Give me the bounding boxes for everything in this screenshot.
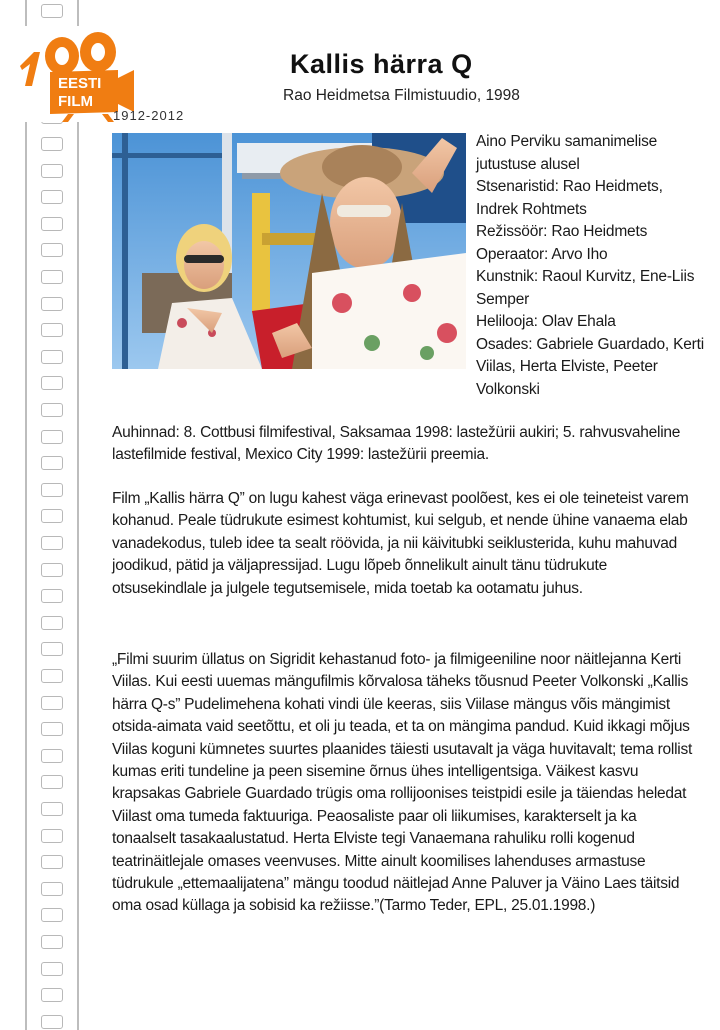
synopsis-paragraph: Film „Kallis härra Q” on lugu kahest väga erinevast poolõest, kes ei ole teineteist varem kohanud. Peale tüdrukute esimest kohtumist, kui selgub, et nende ühine vanaema elab vanadekodus, tuleb idee ta sealt röövida, ja nii käivitubki seiklusterida, kuhu mahuvad joodikud, pätid ja väljapressijad. Lugu lõpeb õnnelikult ainult tänu tüdrukute otsusekindlale ja julgele tegutsemisele, mida toetab ka ootamatu juhus. (112, 490, 689, 597)
film-perforation (41, 270, 63, 284)
film-perforation (41, 775, 63, 789)
film-perforation (41, 137, 63, 151)
film-perforation (41, 297, 63, 311)
film-perforation (41, 403, 63, 417)
film-perforation (41, 1015, 63, 1029)
page-title: Kallis härra Q (290, 49, 473, 79)
credit-art-director: Kunstnik: Raoul Kurvitz, Ene-Liis Semper (476, 268, 695, 308)
film-still-photo (112, 133, 466, 369)
credit-screenwriters: Stsenaristid: Rao Heidmets, Indrek Rohtmets (476, 178, 663, 218)
film-perforation (41, 323, 63, 337)
film-credits (476, 131, 706, 401)
film-perforation (41, 669, 63, 683)
film-perforation (41, 882, 63, 896)
film-perforation (41, 642, 63, 656)
film-perforation (41, 483, 63, 497)
film-perforation (41, 4, 63, 18)
review-quote-paragraph: „Filmi suurim üllatus on Sigridit kehastanud foto- ja filmigeeniline noor näitlejanna Kerti Viilas. Kui eesti uuemas mängufilmis kõrvalosa täheks tõusnud Peeter Volkonski „Kallis härra Q-s” Pudelimehena kohati vindi üle keeras, siis Viilase mängus võis mängimist otsida-aimata vaid seetõttu, et oli ju teada, et ta on mängima pandud. Kuid ikkagi mõjus Viilas koguni kümnetes suurtes plaanides täiesti usutavalt ja väga huvitavalt; tema rollist kumas eriti tundeline ja peen sisemine õrnus ühes intelligentsiga. Väikest kasvu krapsakas Gabriele Guardado trügis oma rollijoonises teistpidi esile ja täiendas heledat Viilast oma tumeda faktuuriga. Peaosaliste paar oli liikumises, karakterselt ja ka tonaalselt tasakaalustatud. Herta Elviste tegi Vanaemana rahuliku rolli kogenud teatrinäitlejale omases veenvuses. Mitte ainult koomilises lahenduses armastuse tüdrukule „ettemaalijatena” mängu toodud näitlejad Anne Paluver ja Väino Laes täitsid oma osad küllaga ja sobisid ka režiisse.”(Tarmo Teder, EPL, 25.01.1998.) (112, 651, 693, 915)
film-perforation (41, 962, 63, 976)
film-perforation (41, 456, 63, 470)
film-perforation (41, 988, 63, 1002)
filmstrip-border (25, 0, 79, 1030)
svg-text:FILM: FILM (58, 93, 93, 110)
credit-cinematographer: Operaator: Arvo Iho (476, 245, 608, 263)
film-perforation (41, 243, 63, 257)
film-perforation (41, 722, 63, 736)
film-perforation (41, 589, 63, 603)
film-perforation (41, 935, 63, 949)
film-perforation (41, 829, 63, 843)
film-perforation (41, 749, 63, 763)
film-perforation (41, 430, 63, 444)
credit-composer: Helilooja: Olav Ehala (476, 313, 616, 330)
film-perforation (41, 164, 63, 178)
studio-year: Rao Heidmetsa Filmistuudio, 1998 (283, 87, 520, 104)
film-perforation (41, 350, 63, 364)
film-still-image (112, 133, 466, 369)
film-perforation (41, 376, 63, 390)
film-perforation (41, 855, 63, 869)
awards-paragraph: Auhinnad: 8. Cottbusi filmifestival, Saksamaa 1998: lastežürii aukiri; 5. rahvusvaheline lastefilmide festival, Mexico City 1999: lastežürii preemia. (112, 424, 681, 464)
film-perforation (41, 217, 63, 231)
film-perforation (41, 190, 63, 204)
film-perforation (41, 908, 63, 922)
film-perforation (41, 616, 63, 630)
film-perforation (41, 509, 63, 523)
film-perforation (41, 536, 63, 550)
film-perforation (41, 802, 63, 816)
credit-cast: Osades: Gabriele Guardado, Kerti Viilas, Herta Elviste, Peeter Volkonski (476, 335, 704, 398)
film-perforation (41, 563, 63, 577)
logo-years: 1912-2012 (113, 108, 185, 123)
svg-text:EESTI: EESTI (58, 75, 102, 92)
film-perforation (41, 696, 63, 710)
credit-director: Režissöör: Rao Heidmets (476, 223, 648, 240)
credit-source: Aino Perviku samanimelise jutustuse alusel (476, 133, 658, 173)
